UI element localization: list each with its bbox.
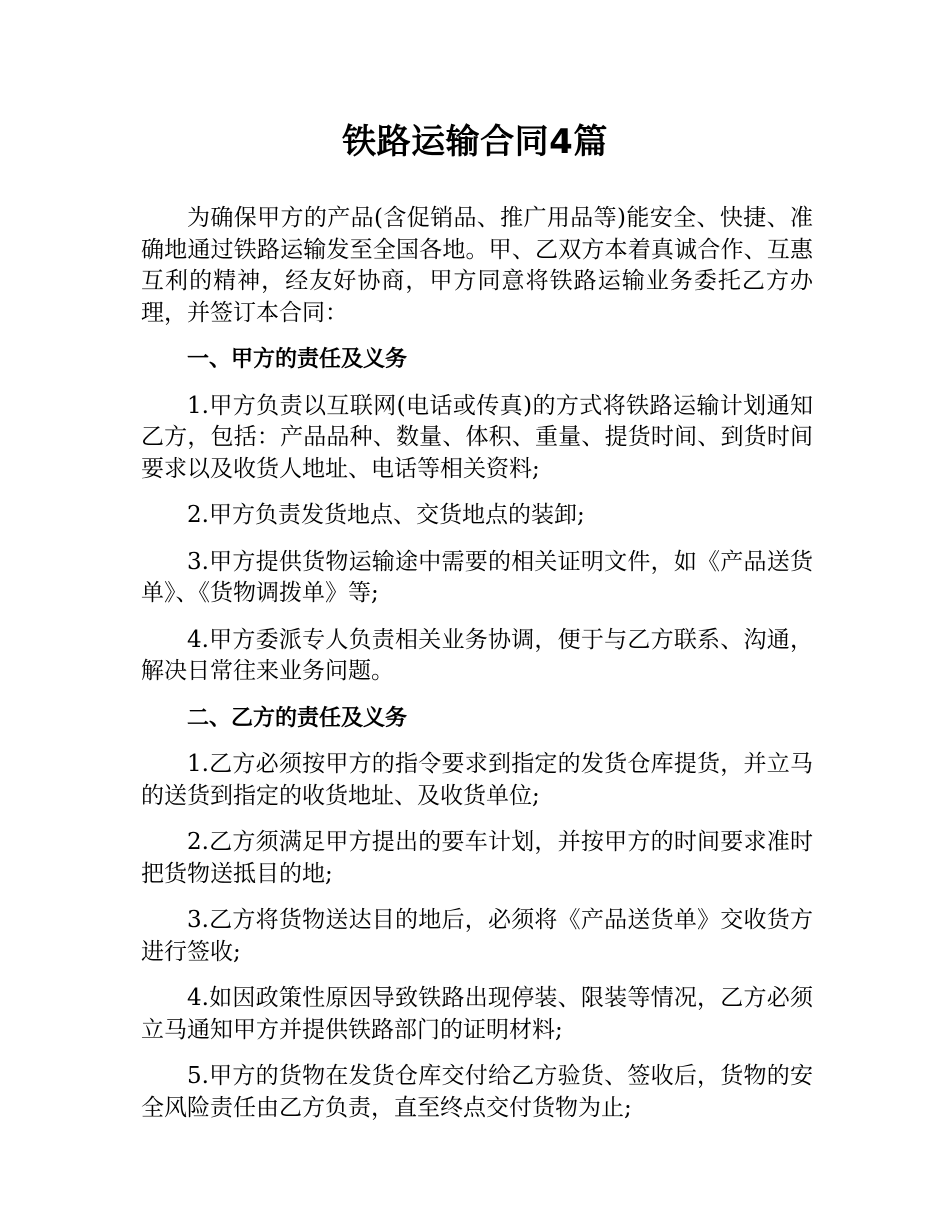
document-title: 铁路运输合同4篇 bbox=[342, 122, 608, 162]
section-heading-party-a: 一、甲方的责任及义务 bbox=[187, 347, 408, 372]
party-b-clause-2: 2.乙方须满足甲方提出的要车计划，并按甲方的时间要求准时把货物送抵目的地; bbox=[141, 829, 813, 887]
intro-paragraph: 为确保甲方的产品(含促销品、推广用品等)能安全、快捷、准确地通过铁路运输发至全国各地。甲、乙双方本着真诚合作、互惠互利的精神，经友好协商，甲方同意将铁路运输业务委托乙方办理，并签订本合同： bbox=[141, 205, 813, 326]
party-b-clause-4: 4.如因政策性原因导致铁路出现停装、限装等情况，乙方必须立马通知甲方并提供铁路部门的证明材料; bbox=[141, 985, 813, 1043]
document-body bbox=[141, 203, 813, 1139]
party-a-clause-2: 2.甲方负责发货地点、交货地点的装卸; bbox=[187, 502, 585, 528]
party-b-clause-3: 3.乙方将货物送达目的地后，必须将《产品送货单》交收货方进行签收; bbox=[141, 907, 813, 965]
party-a-clause-3: 3.甲方提供货物运输途中需要的相关证明文件，如《产品送货单》、《货物调拨单》等; bbox=[141, 548, 813, 606]
party-a-clause-1: 1.甲方负责以互联网(电话或传真)的方式将铁路运输计划通知乙方，包括：产品品种、数量、体积、重量、提货时间、到货时间要求以及收货人地址、电话等相关资料; bbox=[141, 392, 813, 482]
party-a-clause-4: 4.甲方委派专人负责相关业务协调，便于与乙方联系、沟通，解决日常往来业务问题。 bbox=[141, 626, 813, 684]
section-heading-party-b: 二、乙方的责任及义务 bbox=[187, 705, 408, 731]
party-b-clause-5: 5.甲方的货物在发货仓库交付给乙方验货、签收后，货物的安全风险责任由乙方负责，直至终点交付货物为止; bbox=[141, 1063, 813, 1121]
party-b-clause-1: 1.乙方必须按甲方的指令要求到指定的发货仓库提货，并立马的送货到指定的收货地址、及收货单位; bbox=[141, 751, 813, 809]
